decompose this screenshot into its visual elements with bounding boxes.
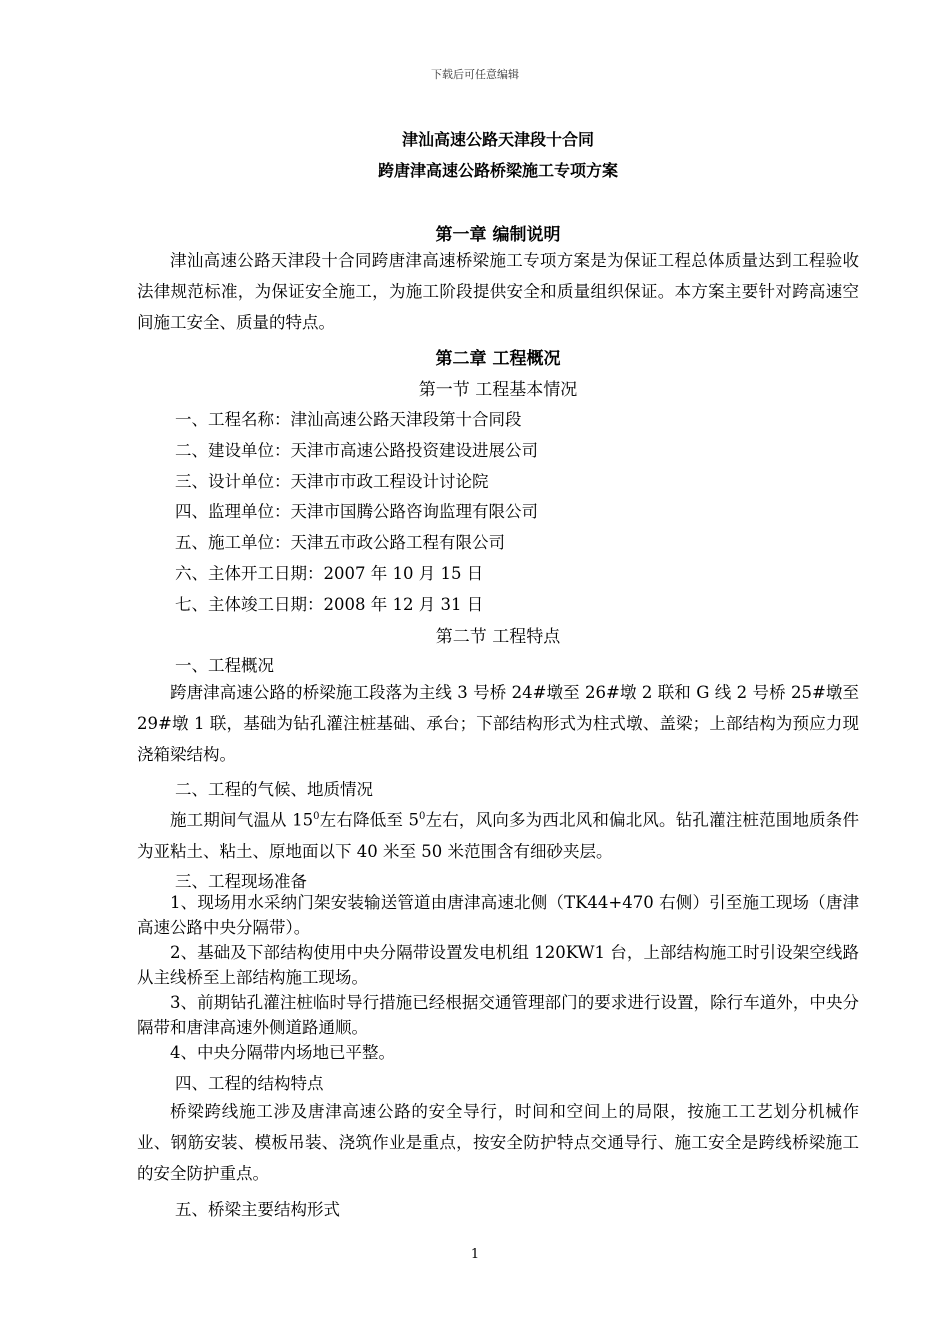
- sub3-item-water: 1、现场用水采纳门架安装输送管道由唐津高速北侧（TK44+470 右侧）引至施工现场（唐津高速公路中央分隔带）。: [137, 893, 859, 937]
- section2-title: 第二节 工程特点: [435, 627, 561, 647]
- info-item-project-name: 一、工程名称：津汕高速公路天津段第十合同段: [175, 410, 522, 429]
- info-item-supervisor: 四、监理单位：天津市国腾公路咨询监理有限公司: [175, 502, 538, 521]
- info-item-end-date: 七、主体竣工日期：2008 年 12 月 31 日: [175, 595, 484, 614]
- chapter1-heading: 第一章 编制说明: [435, 225, 561, 245]
- header-note: 下载后可任意编辑: [431, 68, 519, 81]
- sub2-text-a: 施工期间气温从 15: [170, 810, 314, 830]
- document-title-line1: 津汕高速公路天津段十合同: [401, 130, 594, 149]
- degree-mark: 0: [313, 811, 320, 822]
- info-item-builder: 二、建设单位：天津市高速公路投资建设进展公司: [175, 441, 538, 460]
- sub4-paragraph: 桥梁跨线施工涉及唐津高速公路的安全导行，时间和空间上的局限，按施工工艺划分机械作业、钢筋安装、模板吊装、浇筑作业是重点，按安全防护特点交通导行、施工安全是跨线桥梁施工的安全防护重点。: [137, 1102, 859, 1183]
- sub2-text-c: 左右，风向多为西北风和偏北风。钻孔灌注桩范围地质条件为亚粘土、粘土、原地面以下 40 米至 50 米范围含有细砂夹层。: [137, 810, 859, 861]
- info-item-contractor: 五、施工单位：天津五市政公路工程有限公司: [175, 533, 505, 552]
- section1-title: 第一节 工程基本情况: [418, 380, 578, 400]
- info-item-start-date: 六、主体开工日期：2007 年 10 月 15 日: [175, 564, 484, 583]
- sub3-item-site: 4、中央分隔带内场地已平整。: [170, 1043, 395, 1062]
- sub1-paragraph: 跨唐津高速公路的桥梁施工段落为主线 3 号桥 24#墩至 26#墩 2 联和 G 线 2 号桥 25#墩至 29#墩 1 联，基础为钻孔灌注桩基础、承台；下部结构形式为柱式墩、盖梁；上部结构为预应力现浇箱梁结构。: [137, 683, 859, 764]
- sub3-item-traffic: 3、前期钻孔灌注桩临时导行措施已经根据交通管理部门的要求进行设置，除行车道外，中央分隔带和唐津高速外侧道路通顺。: [137, 993, 859, 1037]
- chapter2-heading: 第二章 工程概况: [435, 349, 561, 369]
- sub2-text-b: 左右降低至 5: [319, 810, 420, 830]
- sub3-title: 三、工程现场准备: [175, 872, 307, 891]
- document-title-line2: 跨唐津高速公路桥梁施工专项方案: [377, 161, 618, 180]
- info-item-designer: 三、设计单位：天津市市政工程设计讨论院: [175, 472, 489, 491]
- sub1-title: 一、工程概况: [175, 656, 274, 675]
- sub3-item-power: 2、基础及下部结构使用中央分隔带设置发电机组 120KW1 台，上部结构施工时引设架空线路从主线桥至上部结构施工现场。: [137, 943, 859, 987]
- degree-mark: 0: [419, 811, 426, 822]
- sub2-title: 二、工程的气候、地质情况: [175, 780, 373, 799]
- page-number: 1: [470, 1247, 480, 1262]
- sub2-paragraph: [137, 801, 859, 867]
- sub5-title: 五、桥梁主要结构形式: [175, 1200, 340, 1219]
- chapter1-paragraph: 津汕高速公路天津段十合同跨唐津高速桥梁施工专项方案是为保证工程总体质量达到工程验收法律规范标准，为保证安全施工，为施工阶段提供安全和质量组织保证。本方案主要针对跨高速空间施工安全、质量的特点。: [137, 251, 859, 332]
- sub4-title: 四、工程的结构特点: [175, 1074, 324, 1093]
